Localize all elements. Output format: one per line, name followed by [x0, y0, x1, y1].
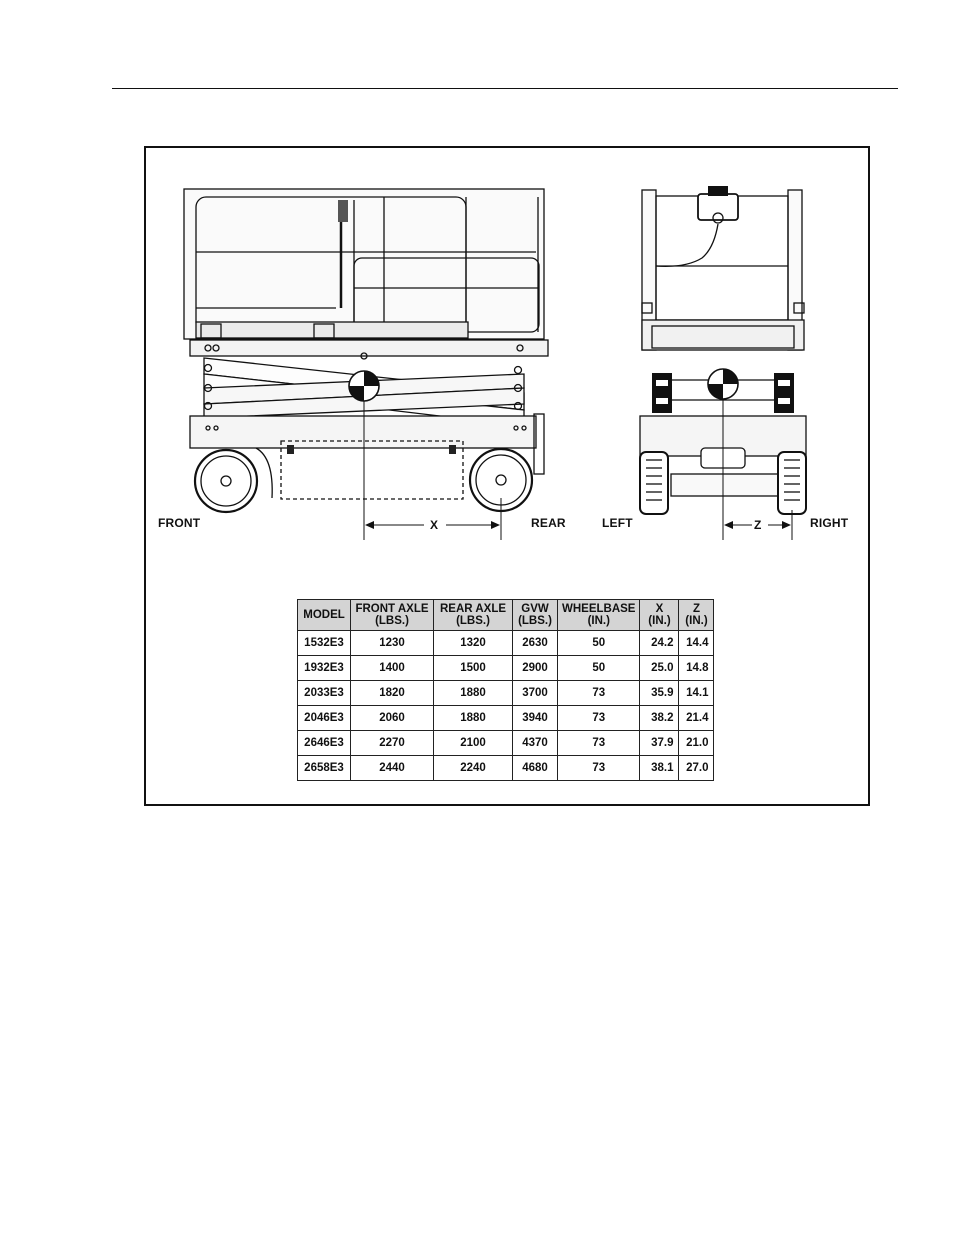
table-row — [298, 681, 714, 706]
header-rear-axle: REAR AXLE (LBS.) — [434, 600, 513, 631]
cell-z: 21.4 — [679, 706, 714, 731]
cell-model: 2033E3 — [298, 681, 351, 706]
header-x: X (IN.) — [640, 600, 679, 631]
table-header-row — [298, 600, 714, 631]
cell-z: 21.0 — [679, 731, 714, 756]
cell-gvw: 4370 — [513, 731, 558, 756]
cell-model: 2646E3 — [298, 731, 351, 756]
cell-gvw: 3940 — [513, 706, 558, 731]
cell-rear-axle: 2100 — [434, 731, 513, 756]
cell-rear-axle: 1500 — [434, 656, 513, 681]
cell-wheelbase: 50 — [558, 631, 640, 656]
cell-gvw: 4680 — [513, 756, 558, 781]
scissor-lift-diagram — [146, 148, 868, 548]
cell-front-axle: 1230 — [351, 631, 434, 656]
cell-model: 1532E3 — [298, 631, 351, 656]
table-row — [298, 756, 714, 781]
cell-rear-axle: 1880 — [434, 706, 513, 731]
cell-rear-axle: 2240 — [434, 756, 513, 781]
table-row — [298, 631, 714, 656]
cell-front-axle: 2440 — [351, 756, 434, 781]
cell-wheelbase: 73 — [558, 706, 640, 731]
table-row — [298, 706, 714, 731]
cell-z: 14.4 — [679, 631, 714, 656]
cell-front-axle: 2060 — [351, 706, 434, 731]
header-model: MODEL — [298, 600, 351, 631]
cell-x: 25.0 — [640, 656, 679, 681]
rear-label: REAR — [531, 516, 566, 530]
front-label: FRONT — [158, 516, 201, 530]
cell-rear-axle: 1320 — [434, 631, 513, 656]
x-dimension-label: X — [430, 518, 439, 532]
cell-wheelbase: 73 — [558, 756, 640, 781]
cell-x: 38.1 — [640, 756, 679, 781]
cell-gvw: 3700 — [513, 681, 558, 706]
cell-wheelbase: 73 — [558, 681, 640, 706]
cell-z: 27.0 — [679, 756, 714, 781]
cell-model: 2046E3 — [298, 706, 351, 731]
end-view-drawing — [640, 186, 806, 540]
header-z: Z (IN.) — [679, 600, 714, 631]
cell-z: 14.8 — [679, 656, 714, 681]
cell-x: 38.2 — [640, 706, 679, 731]
axle-load-table — [297, 599, 714, 781]
header-front-axle: FRONT AXLE (LBS.) — [351, 600, 434, 631]
cell-front-axle: 2270 — [351, 731, 434, 756]
cell-x: 37.9 — [640, 731, 679, 756]
cell-front-axle: 1820 — [351, 681, 434, 706]
header-wheelbase: WHEELBASE (IN.) — [558, 600, 640, 631]
cell-x: 35.9 — [640, 681, 679, 706]
cell-wheelbase: 50 — [558, 656, 640, 681]
cell-x: 24.2 — [640, 631, 679, 656]
table-row — [298, 656, 714, 681]
cell-gvw: 2900 — [513, 656, 558, 681]
cell-model: 2658E3 — [298, 756, 351, 781]
cell-wheelbase: 73 — [558, 731, 640, 756]
header-gvw: GVW (LBS.) — [513, 600, 558, 631]
cell-z: 14.1 — [679, 681, 714, 706]
table-row — [298, 731, 714, 756]
cell-front-axle: 1400 — [351, 656, 434, 681]
right-label: RIGHT — [810, 516, 849, 530]
cell-rear-axle: 1880 — [434, 681, 513, 706]
figure-frame — [144, 146, 870, 806]
left-label: LEFT — [602, 516, 633, 530]
header-rule — [112, 88, 898, 89]
z-dimension-label: Z — [754, 518, 762, 532]
cell-gvw: 2630 — [513, 631, 558, 656]
side-view-drawing — [184, 189, 548, 540]
cell-model: 1932E3 — [298, 656, 351, 681]
